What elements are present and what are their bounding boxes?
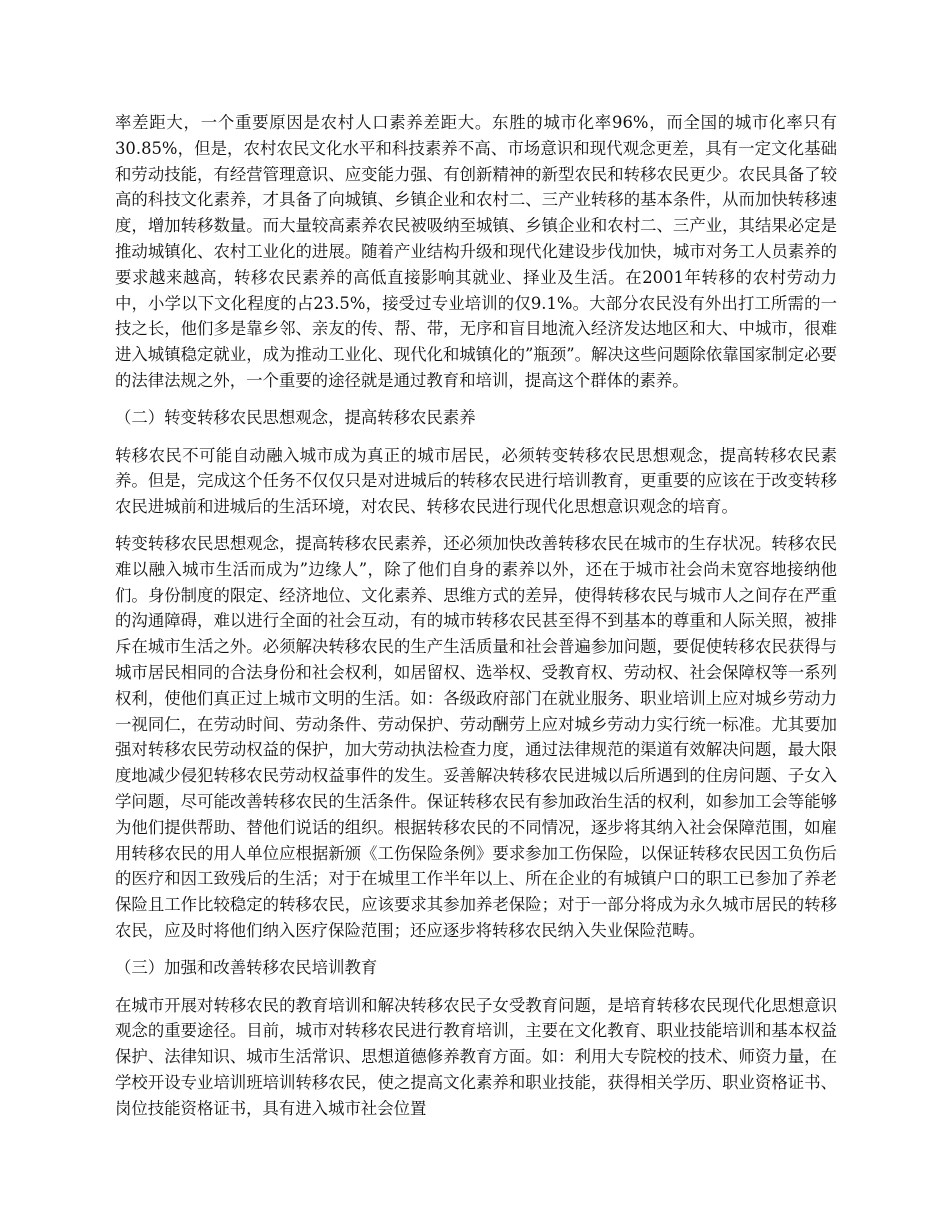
body-paragraph-4: 在城市开展对转移农民的教育培训和解决转移农民子女受教育问题，是培育转移农民现代化思想意识观念的重要途径。目前，城市对转移农民进行教育培训，主要在文化教育、职业技能培训和基本权益保护、法律知识、城市生活常识、思想道德修养教育方面。如：利用大专院校的技术、师资力量，在学校开设专业培训班培训转移农民，使之提高文化素养和职业技能，获得相关学历、职业资格证书、岗位技能资格证书，具有进入城市社会位置 [115,995,837,1118]
section-heading-2: （二）转变转移农民思想观念，提高转移农民素养 [115,407,476,427]
section-heading-3: （三）加强和改善转移农民培训教育 [115,957,378,977]
document-page [115,110,837,1132]
body-paragraph-2: 转移农民不可能自动融入城市成为真正的城市居民，必须转变转移农民思想观念，提高转移农民素养。但是，完成这个任务不仅仅只是对进城后的转移农民进行培训教育，更重要的应该在于改变转移农民进城前和进城后的生活环境，对农民、转移农民进行现代化思想意识观念的培育。 [115,445,837,517]
body-paragraph-1: 率差距大，一个重要原因是农村人口素养差距大。东胜的城市化率96%，而全国的城市化率只有30.85%，但是，农村农民文化水平和科技素养不高、市场意识和现代观念更差，具有一定文化基础和劳动技能，有经营管理意识、应变能力强、有创新精神的新型农民和转移农民更少。农民具备了较高的科技文化素养，才具备了向城镇、乡镇企业和农村二、三产业转移的基本条件，从而加快转移速度，增加转移数量。而大量较高素养农民被吸纳至城镇、乡镇企业和农村二、三产业，其结果必定是推动城镇化、农村工业化的进展。随着产业结构升级和现代化建设步伐加快，城市对务工人员素养的要求越来越高，转移农民素养的高低直接影响其就业、择业及生活。在2001年转移的农村劳动力中，小学以下文化程度的占23.5%，接受过专业培训的仅9.1%。大部分农民没有外出打工所需的一技之长，他们多是靠乡邻、亲友的传、帮、带，无序和盲目地流入经济发达地区和大、中城市，很难进入城镇稳定就业，成为推动工业化、现代化和城镇化的”瓶颈”。解决这些问题除依靠国家制定必要的法律法规之外，一个重要的途径就是通过教育和培训，提高这个群体的素养。 [115,113,837,390]
body-paragraph-3: 转变转移农民思想观念，提高转移农民素养，还必须加快改善转移农民在城市的生存状况。转移农民难以融入城市生活而成为”边缘人”，除了他们自身的素养以外，还在于城市社会尚未宽容地接纳他们。身份制度的限定、经济地位、文化素养、思维方式的差异，使得转移农民与城市人之间存在严重的沟通障碍，难以进行全面的社会互动，有的城市转移农民甚至得不到基本的尊重和人际关照，被排斥在城市生活之外。必须解决转移农民的生产生活质量和社会普遍参加问题，要促使转移农民获得与城市居民相同的合法身份和社会权利，如居留权、选举权、受教育权、劳动权、社会保障权等一系列权利，使他们真正过上城市文明的生活。如：各级政府部门在就业服务、职业培训上应对城乡劳动力一视同仁，在劳动时间、劳动条件、劳动保护、劳动酬劳上应对城乡劳动力实行统一标准。尤其要加强对转移农民劳动权益的保护，加大劳动执法检查力度，通过法律规范的渠道有效解决问题，最大限度地减少侵犯转移农民劳动权益事件的发生。妥善解决转移农民进城以后所遇到的住房问题、子女入学问题，尽可能改善转移农民的生活条件。保证转移农民有参加政治生活的权利，如参加工会等能够为他们提供帮助、替他们说话的组织。根据转移农民的不同情况，逐步将其纳入社会保障范围，如雇用转移农民的用人单位应根据新颁《工伤保险条例》要求参加工伤保险，以保证转移农民因工负伤后的医疗和因工致残后的生活；对于在城里工作半年以上、所在企业的有城镇户口的职工已参加了养老保险且工作比较稳定的转移农民，应该要求其参加养老保险；对于一部分将成为永久城市居民的转移农民，应及时将他们纳入医疗保险范围；还应逐步将转移农民纳入失业保险范畴。 [115,533,837,940]
